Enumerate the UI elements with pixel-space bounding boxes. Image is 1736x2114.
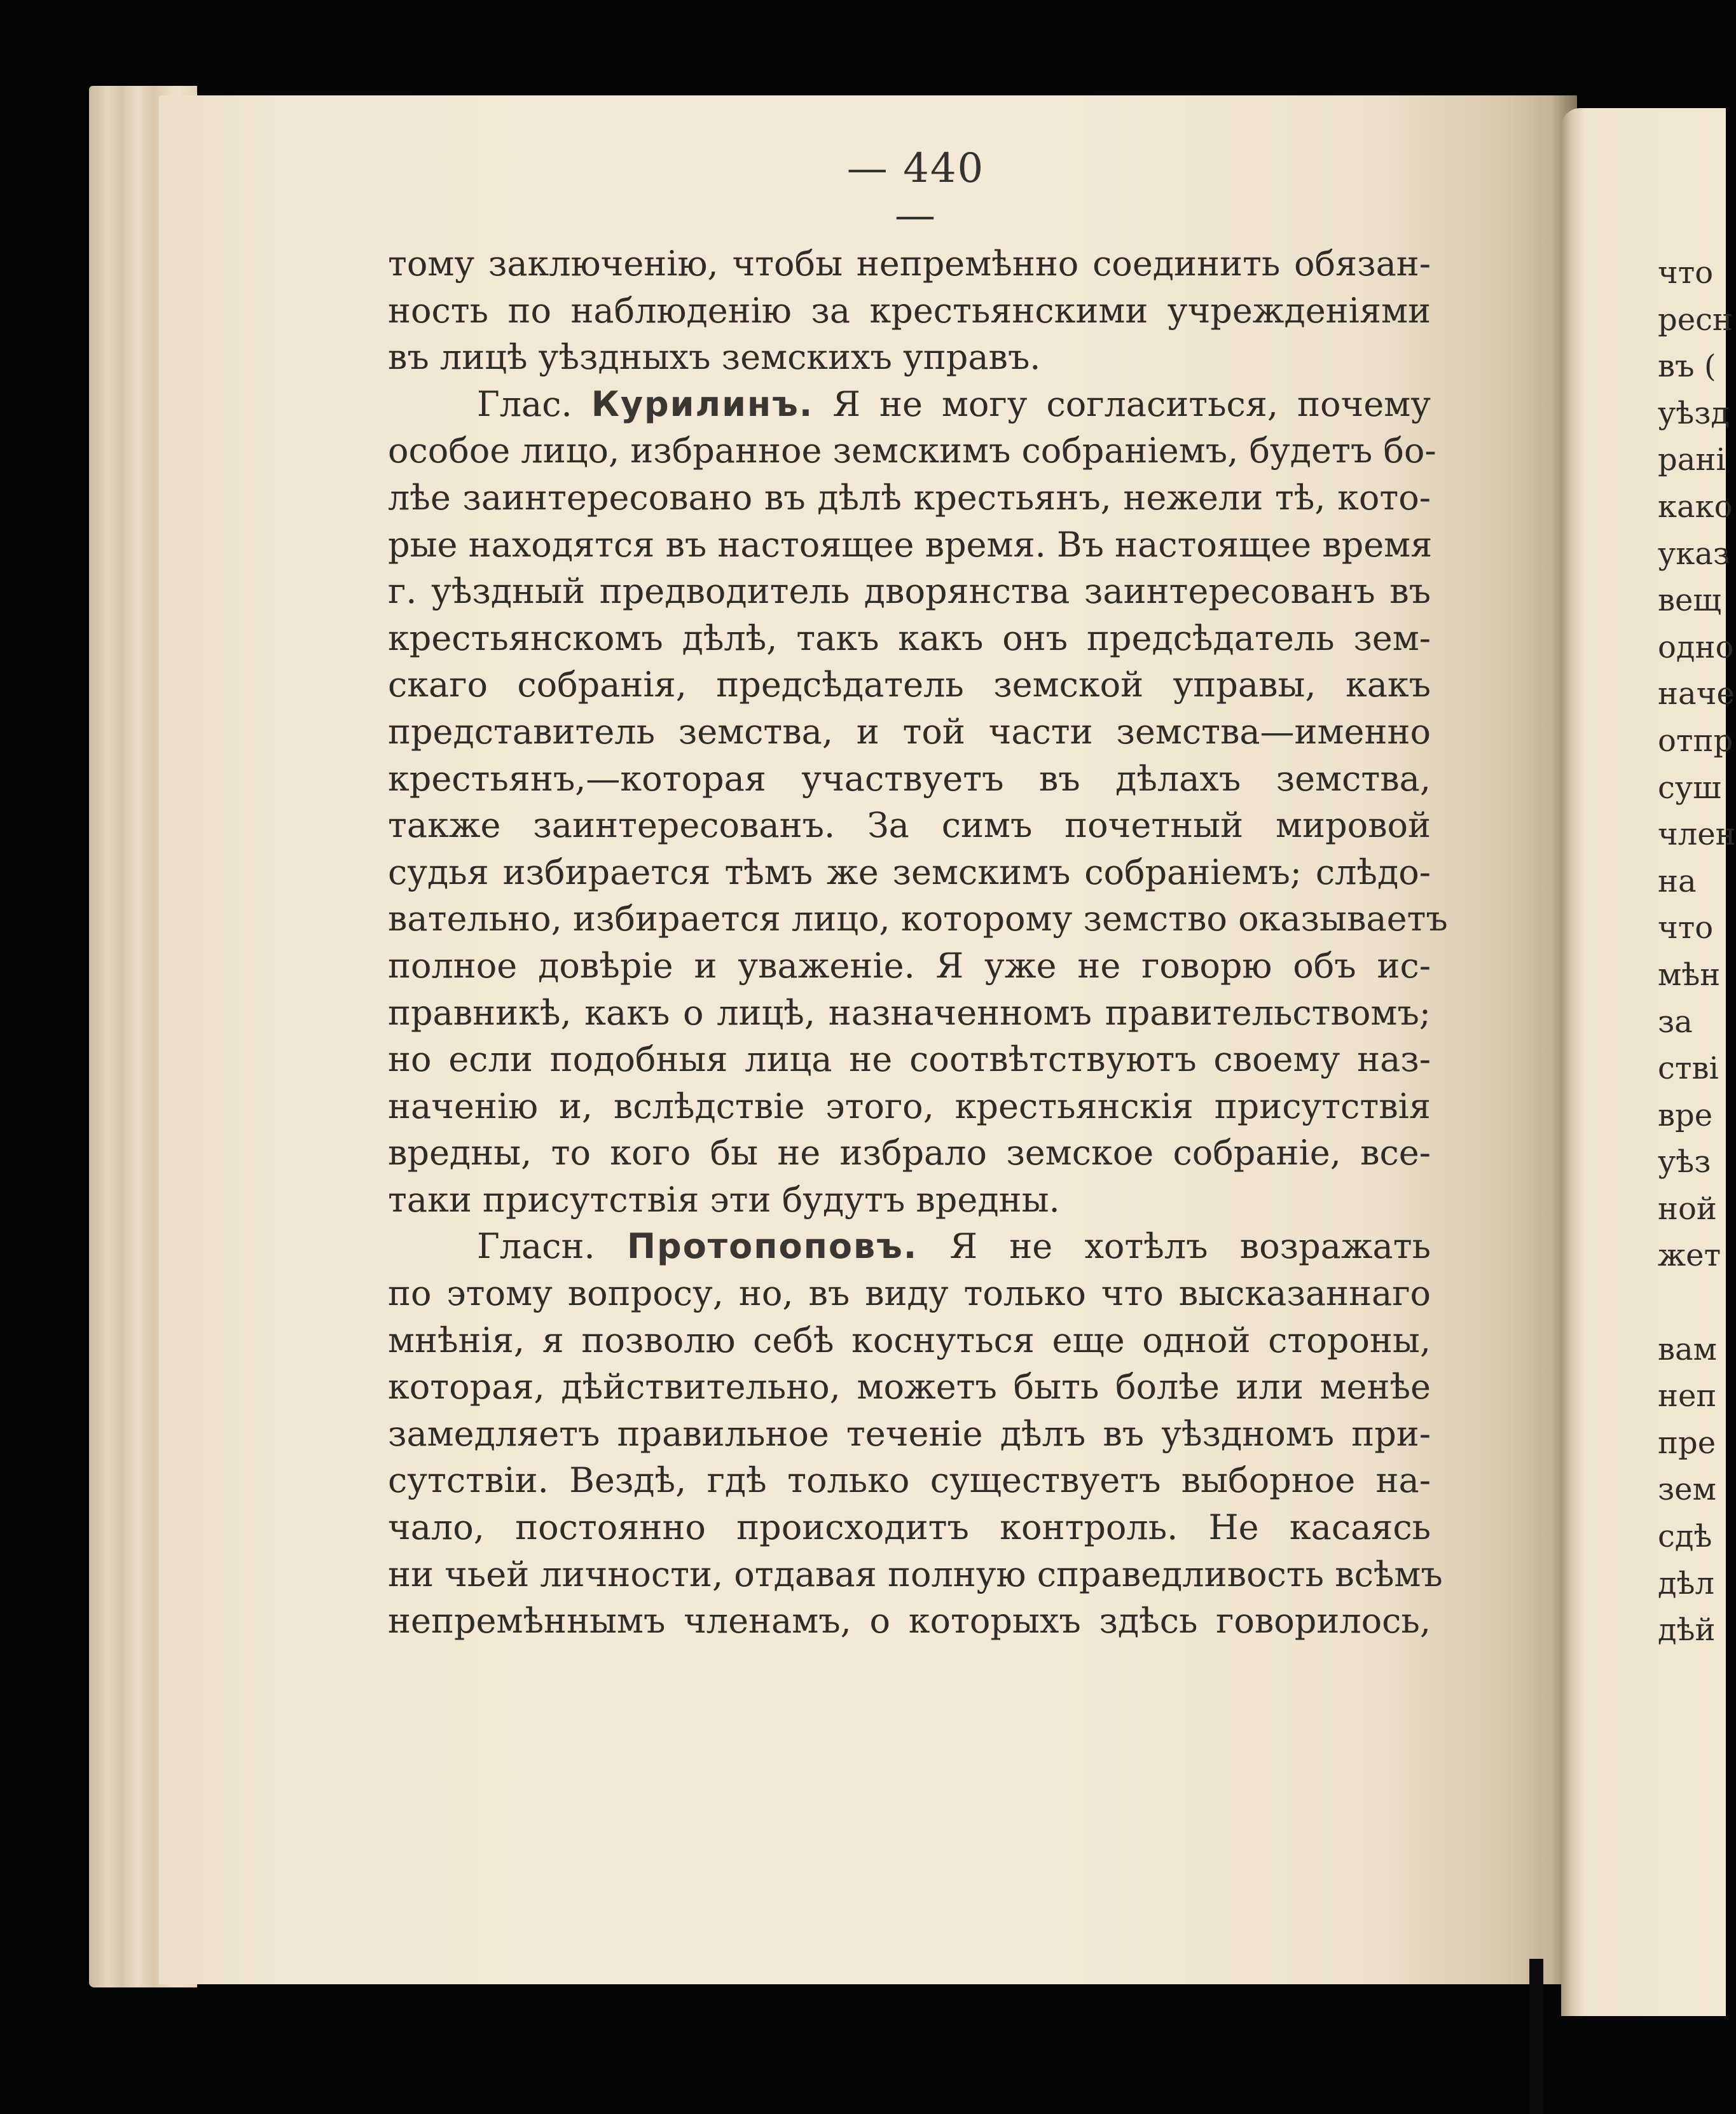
speech-first-line: [388, 1223, 1431, 1270]
speech-text: Я не могу согласиться, почему: [832, 383, 1431, 424]
right-text-line: что: [1658, 255, 1714, 291]
right-text-line: уѣзд: [1658, 395, 1730, 431]
paragraph-gap: [1658, 1280, 1736, 1327]
right-text-line: рані: [1658, 442, 1726, 478]
text-line: замедляетъ правильное теченіе дѣлъ въ уѣздномъ при-: [388, 1413, 1431, 1454]
text-line: наченію и, вслѣдствіе этого, крестьянскія присутствія: [388, 1086, 1431, 1126]
text-line: г. уѣздный предводитель дворянства заинтересованъ въ: [388, 571, 1431, 612]
text-line: крестьянъ,—которая участвуетъ въ дѣлахъ земства,: [388, 758, 1431, 799]
right-text-line: дѣй: [1658, 1612, 1716, 1648]
text-line: тому заключенію, чтобы непремѣнно соединить обязан-: [388, 244, 1431, 284]
right-text-line: наче: [1658, 676, 1735, 712]
text-line: судья избирается тѣмъ же земскимъ собраніемъ; слѣдо-: [388, 852, 1431, 892]
text-line: которая, дѣйствительно, можетъ быть болѣе или менѣе: [388, 1367, 1431, 1407]
right-text-line: пре: [1658, 1425, 1716, 1461]
text-line: вредны, то кого бы не избрало земское собраніе, все-: [388, 1133, 1431, 1173]
right-text-line: что: [1658, 910, 1714, 946]
text-line: сутствіи. Вездѣ, гдѣ только существуетъ выборное на-: [388, 1460, 1431, 1501]
right-text-line: въ (: [1658, 349, 1716, 385]
right-text-line: како: [1658, 488, 1733, 525]
speech-text: Я не хотѣлъ возражать: [949, 1226, 1431, 1267]
right-text-line: за: [1658, 1004, 1693, 1040]
text-line: ность по наблюденію за крестьянскими учрежденіями: [388, 290, 1431, 331]
bookmark-ribbon: [1529, 1959, 1543, 2114]
text-line: по этому вопросу, но, въ виду только что высказаннаго: [388, 1273, 1431, 1314]
right-text-line: на: [1658, 863, 1697, 899]
right-text-line: член: [1658, 817, 1736, 853]
right-text-line: указ: [1658, 535, 1730, 572]
right-text-line: ресн: [1658, 301, 1733, 338]
right-text-line: вам: [1658, 1331, 1717, 1367]
right-text-line: уѣз: [1658, 1144, 1711, 1180]
right-text-line: сдѣ: [1658, 1519, 1712, 1555]
right-text-line: зем: [1658, 1472, 1716, 1508]
text-line: правникѣ, какъ о лицѣ, назначенномъ правительствомъ;: [388, 992, 1431, 1033]
speaker-prefix: Гласн.: [477, 1226, 595, 1267]
right-text-line: одно: [1658, 629, 1734, 665]
right-text-line: ной: [1658, 1191, 1717, 1227]
right-page-text: [1658, 250, 1736, 1654]
right-text-line: отпр: [1658, 722, 1733, 759]
main-text: [388, 240, 1448, 1645]
text-line: вательно, избирается лицо, которому земство оказываетъ: [388, 899, 1448, 939]
text-line: представитель земства, и той части земства—именно: [388, 711, 1431, 752]
speech-first-line: [388, 381, 1431, 428]
text-line: лѣе заинтересовано въ дѣлѣ крестьянъ, нежели тѣ, кото-: [388, 477, 1431, 518]
text-line: мнѣнія, я позволю себѣ коснуться еще одной стороны,: [388, 1320, 1431, 1360]
text-line: непремѣннымъ членамъ, о которыхъ здѣсь говорилось,: [388, 1601, 1431, 1641]
right-text-line: неп: [1658, 1378, 1717, 1414]
speaker-prefix: Глас.: [477, 383, 572, 424]
text-line: полное довѣріе и уваженіе. Я уже не говорю объ ис-: [388, 945, 1431, 986]
text-line: ни чьей личности, отдавая полную справедливость всѣмъ: [388, 1554, 1443, 1594]
text-line: крестьянскомъ дѣлѣ, такъ какъ онъ предсѣдатель зем-: [388, 618, 1431, 658]
speaker-name: Курилинъ.: [591, 383, 814, 424]
text-line: рые находятся въ настоящее время. Въ настоящее время: [388, 524, 1433, 565]
right-text-line: жет: [1658, 1238, 1721, 1274]
speaker-name: Протопоповъ.: [626, 1226, 918, 1267]
text-line: также заинтересованъ. За симъ почетный мировой: [388, 805, 1431, 846]
text-line: особое лицо, избранное земскимъ собраніемъ, будетъ бо-: [388, 431, 1436, 471]
right-text-line: ствi: [1658, 1051, 1719, 1087]
right-text-line: мѣн: [1658, 957, 1721, 993]
text-line: таки присутствія эти будутъ вредны.: [388, 1179, 1060, 1220]
right-text-line: дѣл: [1658, 1565, 1714, 1601]
text-line: скаго собранія, предсѣдатель земской управы, какъ: [388, 665, 1431, 705]
page-number: — 440 —: [846, 145, 985, 239]
right-text-line: суш: [1658, 770, 1721, 806]
text-line: въ лицѣ уѣздныхъ земскихъ управъ.: [388, 337, 1041, 378]
text-line: но если подобныя лица не соотвѣтствуютъ своему наз-: [388, 1039, 1431, 1080]
right-text-line: вещ: [1658, 583, 1722, 619]
text-line: чало, постоянно происходитъ контроль. Не касаясь: [388, 1507, 1431, 1548]
right-text-line: вре: [1658, 1097, 1713, 1133]
